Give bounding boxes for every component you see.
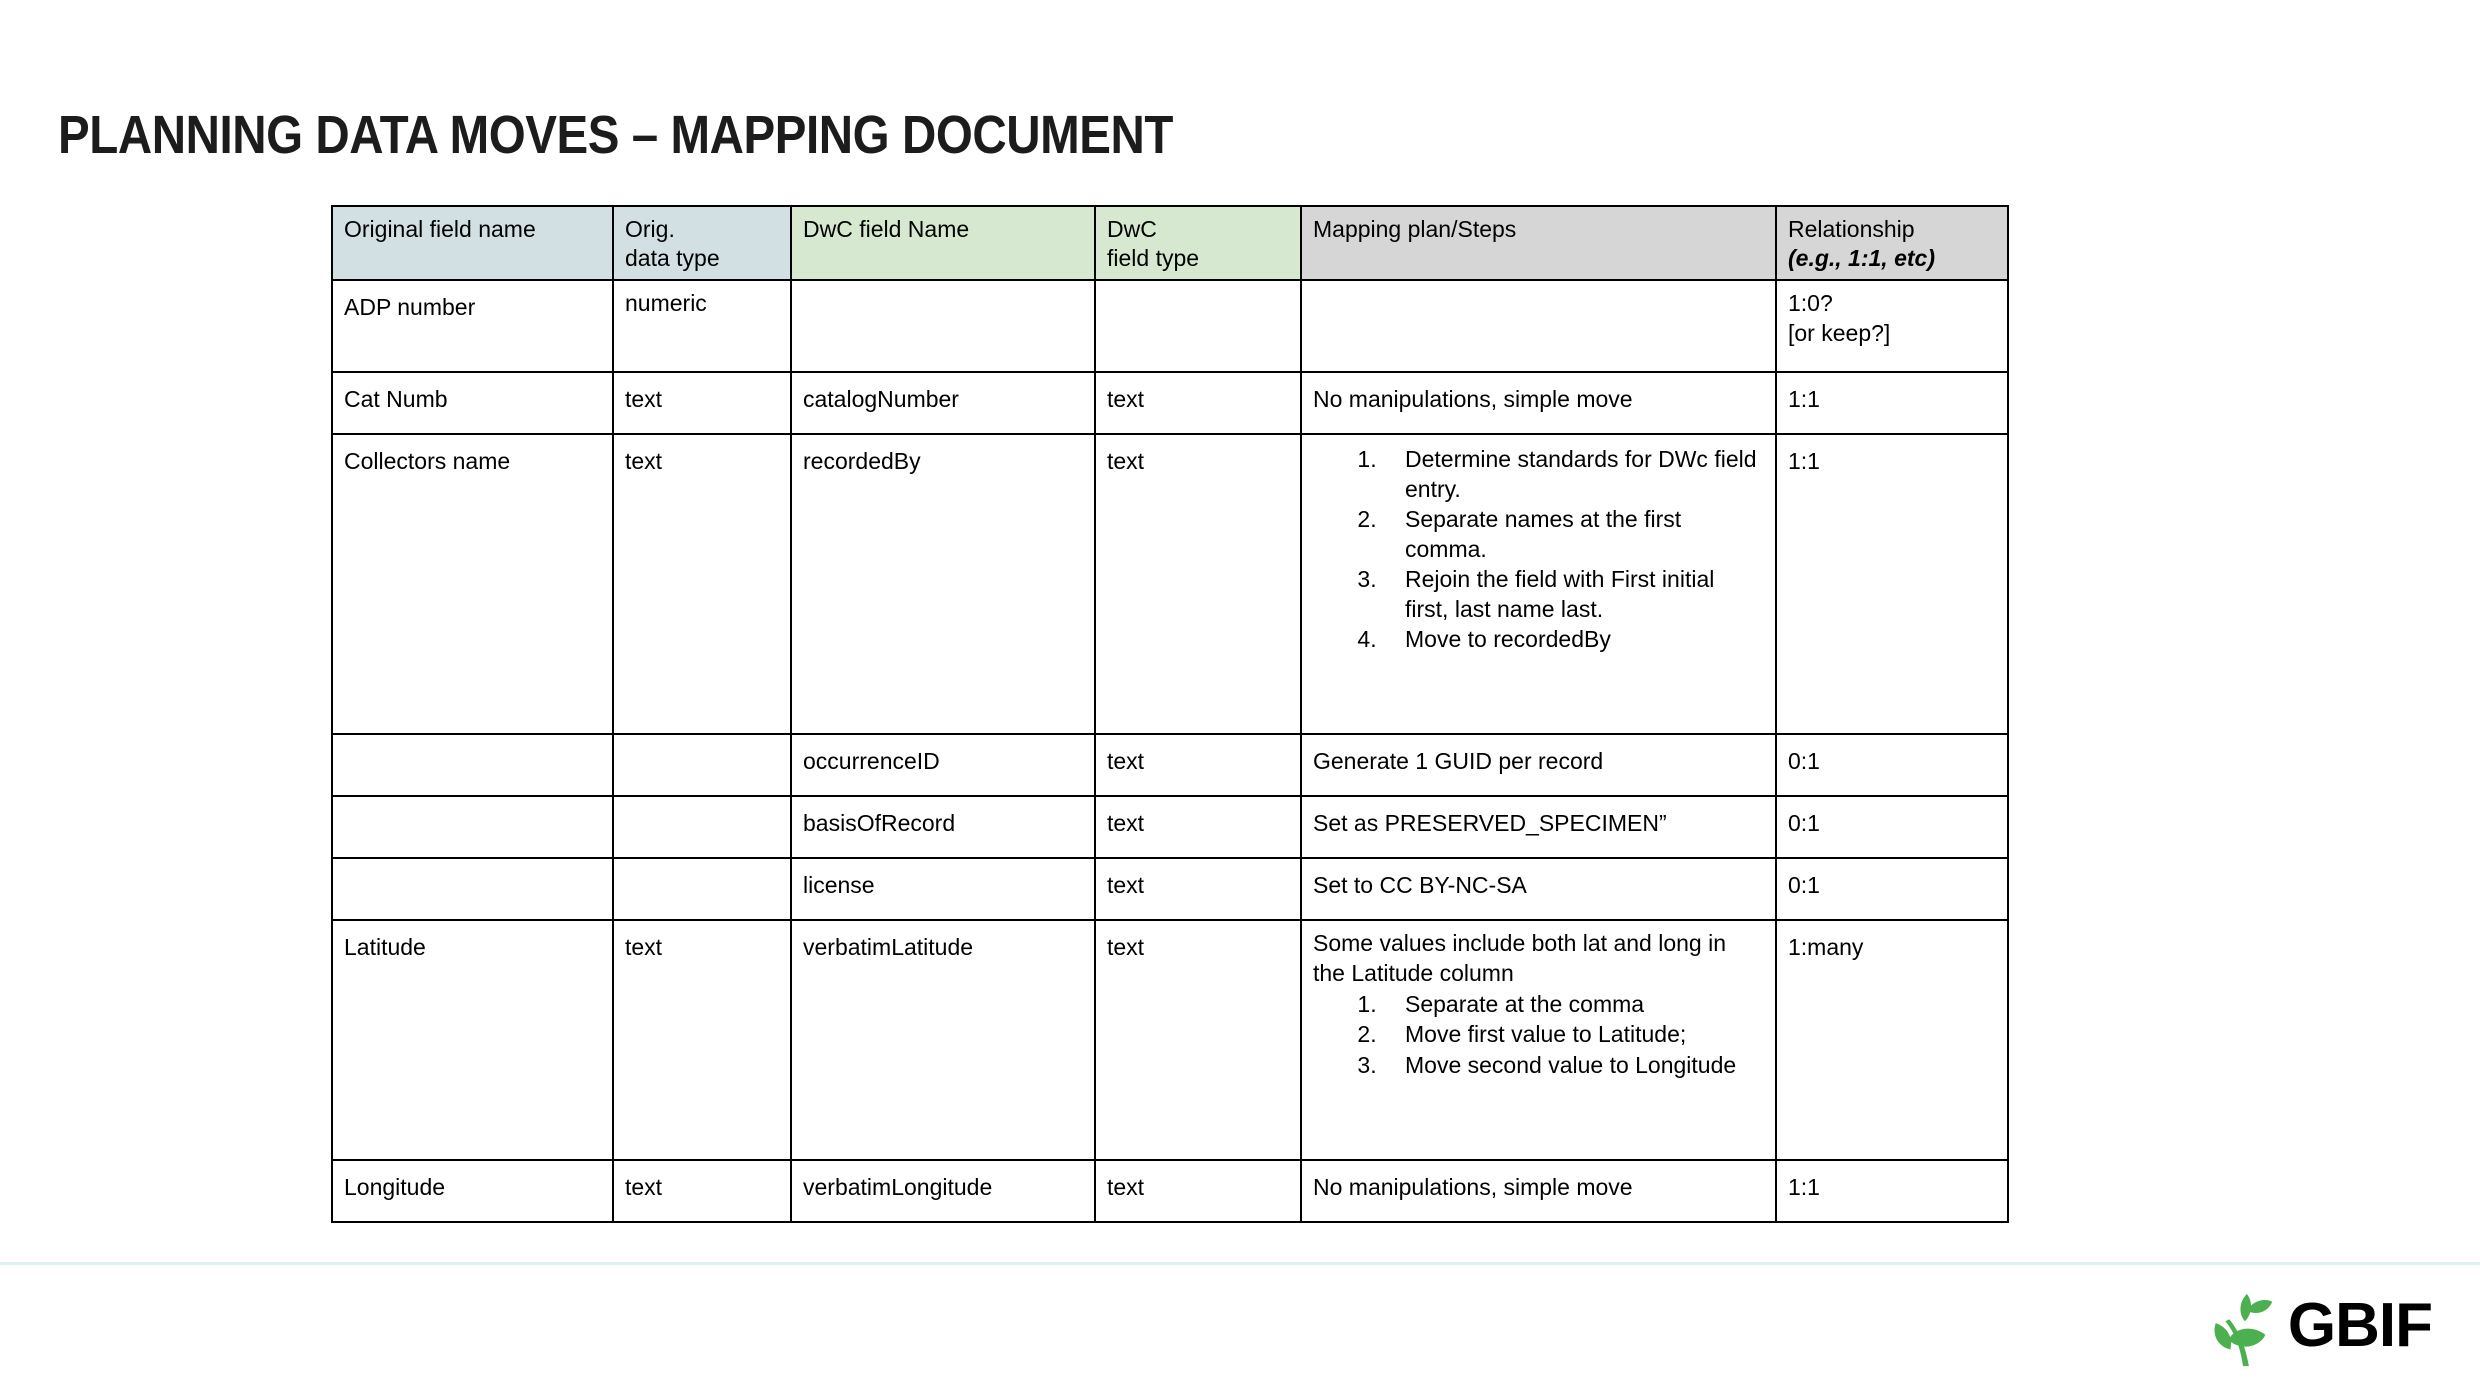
gbif-sprout-icon [2204,1288,2282,1370]
cell-value: Set to CC BY-NC-SA [1313,872,1527,899]
cell-value: Collectors name [344,448,511,475]
cell-dwc-field-type [1095,372,1301,434]
cell-orig-data-type [613,434,791,734]
mapping-step: 4. Move to recordedBy [1383,625,1764,654]
cell-value: Latitude [344,934,426,961]
cell-mapping-plan [1301,1160,1776,1222]
cell-relationship [1776,372,2008,434]
cell-dwc-field-type [1095,280,1301,372]
cell-relationship [1776,434,2008,734]
cell-dwc-field-name [791,796,1095,858]
table-row [332,858,2008,920]
cell-value-line-2: [or keep?] [1788,319,1891,346]
cell-value: catalogNumber [803,386,959,413]
cell-value: occurrenceID [803,748,940,775]
table-row [332,734,2008,796]
column-header-dwc-field-name [791,206,1095,280]
gbif-wordmark: GBIF [2287,1291,2432,1360]
mapping-steps-list [1313,990,1764,1080]
cell-mapping-plan [1301,920,1776,1160]
mapping-step: 1. Separate at the comma [1383,990,1764,1019]
cell-original-field-name [332,920,613,1160]
cell-orig-data-type [613,796,791,858]
cell-dwc-field-name [791,280,1095,372]
column-header-dwc-field-type [1095,206,1301,280]
column-header-line-1: DwC [1107,216,1157,242]
cell-value: Longitude [344,1174,446,1201]
cell-dwc-field-type [1095,920,1301,1160]
column-header-relationship [1776,206,2008,280]
mapping-step: 2. Move first value to Latitude; [1383,1020,1764,1049]
table-row [332,280,2008,372]
cell-relationship [1776,858,2008,920]
cell-value-line-1: 0:1 [1788,748,1820,775]
table-row [332,1160,2008,1222]
page-title: PLANNING DATA MOVES – MAPPING DOCUMENT [58,105,1174,165]
cell-value: recordedBy [803,448,921,475]
cell-dwc-field-name [791,372,1095,434]
cell-value: Set as PRESERVED_SPECIMEN” [1313,810,1667,837]
cell-dwc-field-type [1095,434,1301,734]
cell-original-field-name [332,858,613,920]
cell-value: verbatimLongitude [803,1174,993,1201]
cell-dwc-field-name [791,1160,1095,1222]
cell-mapping-plan [1301,280,1776,372]
gbif-logo [2204,1288,2432,1370]
cell-dwc-field-name [791,434,1095,734]
column-header-line-2: field type [1107,245,1200,272]
cell-orig-data-type [613,734,791,796]
cell-original-field-name [332,734,613,796]
cell-mapping-plan [1301,796,1776,858]
cell-value-line-1: 1:many [1788,934,1864,961]
column-header-line-1: Original field name [344,216,536,242]
cell-value: No manipulations, simple move [1313,1174,1633,1201]
cell-value-line-1: 1:0? [1788,290,1833,317]
mapping-plan-intro: Some values include both lat and long in the Latitude column [1313,930,1727,986]
cell-relationship [1776,796,2008,858]
mapping-steps-list [1313,445,1764,654]
cell-value: ADP number [344,294,476,321]
mapping-step: 3. Move second value to Longitude [1383,1051,1764,1080]
cell-value-line-1: 0:1 [1788,872,1820,899]
cell-value: text [1107,386,1145,413]
cell-dwc-field-type [1095,796,1301,858]
cell-orig-data-type [613,280,791,372]
mapping-document-table [331,205,2009,1223]
cell-relationship [1776,1160,2008,1222]
cell-value: text [625,448,663,475]
cell-value: text [1107,810,1145,837]
cell-mapping-plan [1301,858,1776,920]
cell-value: Cat Numb [344,386,448,413]
cell-value-line-1: 1:1 [1788,1174,1820,1201]
table-row [332,434,2008,734]
column-header-line-1: Mapping plan/Steps [1313,216,1517,242]
cell-value: text [1107,1174,1145,1201]
cell-dwc-field-type [1095,858,1301,920]
cell-value: basisOfRecord [803,810,956,837]
table-body [332,280,2008,1222]
cell-dwc-field-type [1095,1160,1301,1222]
cell-value: text [625,386,663,413]
cell-original-field-name [332,372,613,434]
cell-dwc-field-name [791,858,1095,920]
mapping-step: 2. Separate names at the first comma. [1383,505,1764,564]
cell-value: license [803,872,875,899]
cell-orig-data-type [613,1160,791,1222]
cell-value: numeric [625,290,707,317]
table-row [332,372,2008,434]
cell-orig-data-type [613,858,791,920]
column-header-line-2: data type [625,245,720,272]
column-header-mapping-plan-steps [1301,206,1776,280]
cell-value-line-1: 0:1 [1788,810,1820,837]
cell-orig-data-type [613,372,791,434]
cell-value: text [1107,934,1145,961]
cell-value-line-1: 1:1 [1788,386,1820,413]
cell-orig-data-type [613,920,791,1160]
mapping-step: 3. Rejoin the field with First initial first, last name last. [1383,565,1764,624]
cell-original-field-name [332,434,613,734]
cell-value: text [625,1174,663,1201]
cell-original-field-name [332,1160,613,1222]
column-header-line-1: Relationship [1788,216,1915,242]
cell-mapping-plan [1301,372,1776,434]
column-header-line-1: DwC field Name [803,216,970,242]
cell-dwc-field-name [791,734,1095,796]
cell-relationship [1776,280,2008,372]
cell-mapping-plan [1301,434,1776,734]
cell-value: text [625,934,663,961]
cell-value: No manipulations, simple move [1313,386,1633,413]
footer-divider [0,1262,2480,1265]
table-header-row [332,206,2008,280]
cell-dwc-field-type [1095,734,1301,796]
cell-relationship [1776,734,2008,796]
column-header-original-field-name [332,206,613,280]
column-header-line-1: Orig. [625,216,675,242]
table-header [332,206,2008,280]
cell-dwc-field-name [791,920,1095,1160]
column-header-orig-data-type [613,206,791,280]
cell-relationship [1776,920,2008,1160]
cell-original-field-name [332,280,613,372]
cell-value: text [1107,872,1145,899]
cell-original-field-name [332,796,613,858]
cell-value: verbatimLatitude [803,934,974,961]
column-header-relationship-example: (e.g., 1:1, etc) [1788,245,1935,272]
cell-value: text [1107,448,1145,475]
table-row [332,920,2008,1160]
cell-mapping-plan [1301,734,1776,796]
table-row [332,796,2008,858]
mapping-step: 1. Determine standards for DWc field entry. [1383,445,1764,504]
cell-value: Generate 1 GUID per record [1313,748,1604,775]
cell-value: text [1107,748,1145,775]
cell-value-line-1: 1:1 [1788,448,1820,475]
